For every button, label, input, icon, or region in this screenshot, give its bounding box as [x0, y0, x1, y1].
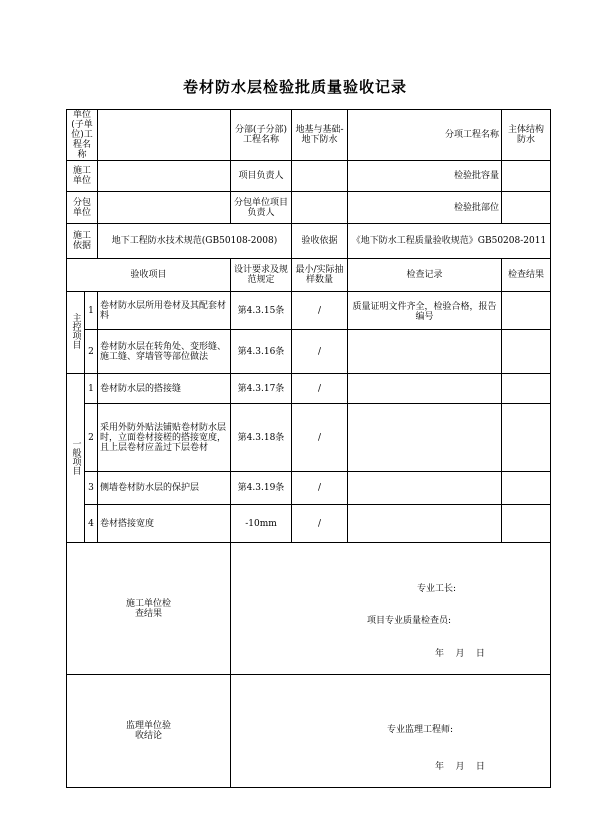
item-name: 采用外防外贴法铺贴卷材防水层时，立面卷材接槎的搭接宽度，且上层卷材应盖过下层卷材: [98, 404, 231, 472]
subcontractor-manager-label: 分包单位项目负责人: [231, 192, 292, 224]
batch-location-label: 检验批部位: [348, 192, 502, 224]
item-spec: 第4.3.17条: [231, 374, 292, 404]
supervision-date: 年 月 日: [435, 762, 485, 772]
item-no: 1: [85, 374, 98, 404]
item-result[interactable]: [502, 330, 551, 374]
item-sample[interactable]: /: [292, 374, 348, 404]
item-sample[interactable]: /: [292, 472, 348, 505]
construction-check-label-cell: [67, 543, 231, 675]
qc-label: 项目专业质量检查员:: [367, 616, 452, 626]
item-sample[interactable]: /: [292, 404, 348, 472]
supervision-label-cell: [67, 675, 231, 788]
basis-label: 施工依据: [67, 224, 98, 259]
subcontractor-value[interactable]: [98, 192, 231, 224]
supervision-label: 监理单位验收结论: [125, 721, 171, 741]
foreman-label: 专业工长:: [417, 584, 457, 594]
col-design-header: 设计要求及规范规定: [231, 259, 292, 292]
construction-unit-value[interactable]: [98, 161, 231, 192]
basis-value: 地下工程防水技术规范(GB50108-2008): [98, 224, 292, 259]
table-row: [67, 374, 551, 404]
subitem-value[interactable]: 主体结构防水: [502, 110, 551, 161]
table-row: [67, 330, 551, 374]
item-sample[interactable]: /: [292, 505, 348, 543]
supervision-signature-cell[interactable]: [231, 675, 551, 788]
inspection-record-table: [66, 109, 551, 788]
batch-location-value[interactable]: [502, 192, 551, 224]
supervision-row: [67, 675, 551, 788]
item-record[interactable]: [348, 472, 502, 505]
table-row: [67, 505, 551, 543]
item-name: 卷材防水层的搭接缝: [98, 374, 231, 404]
item-sample[interactable]: /: [292, 292, 348, 330]
construction-check-row: [67, 543, 551, 675]
item-no: 3: [85, 472, 98, 505]
item-spec: 第4.3.18条: [231, 404, 292, 472]
batch-capacity-label: 检验批容量: [348, 161, 502, 192]
item-no: 4: [85, 505, 98, 543]
table-row: [67, 404, 551, 472]
item-no: 2: [85, 404, 98, 472]
construction-check-label: 施工单位检查结果: [125, 598, 171, 619]
item-name: 卷材防水层所用卷材及其配套材料: [98, 292, 231, 330]
item-result[interactable]: [502, 374, 551, 404]
col-item-header: 验收项目: [67, 259, 231, 292]
supervising-engineer-label: 专业监理工程师:: [387, 725, 454, 735]
item-name: 卷材防水层在转角处、变形缝、施工缝、穿墙管等部位做法: [98, 330, 231, 374]
subcontractor-label: 分包单位: [67, 192, 98, 224]
item-record[interactable]: [348, 374, 502, 404]
item-result[interactable]: [502, 404, 551, 472]
acceptance-basis-label: 验收依据: [292, 224, 348, 259]
table-row: [67, 472, 551, 505]
item-spec: 第4.3.15条: [231, 292, 292, 330]
construction-date: 年 月 日: [435, 649, 485, 659]
unit-label: 单位(子单位)工程名称: [67, 110, 98, 161]
item-spec: -10mm: [231, 505, 292, 543]
division-value[interactable]: 地基与基础-地下防水: [292, 110, 348, 161]
col-sampling-header: 最小/实际抽样数量: [292, 259, 348, 292]
project-manager-value[interactable]: [292, 161, 348, 192]
division-label: 分部(子分部)工程名称: [231, 110, 292, 161]
item-no: 1: [85, 292, 98, 330]
item-result[interactable]: [502, 292, 551, 330]
acceptance-basis-value: 《地下防水工程质量验收规范》GB50208-2011: [348, 224, 551, 259]
item-no: 2: [85, 330, 98, 374]
page-title: 卷材防水层检验批质量验收记录: [182, 78, 407, 96]
item-result[interactable]: [502, 505, 551, 543]
item-record[interactable]: [348, 330, 502, 374]
subcontractor-manager-value[interactable]: [292, 192, 348, 224]
item-record[interactable]: 质量证明文件齐全，检验合格，报告编号: [348, 292, 502, 330]
item-spec: 第4.3.19条: [231, 472, 292, 505]
item-sample[interactable]: /: [292, 330, 348, 374]
col-record-header: 检查记录: [348, 259, 502, 292]
construction-unit-label: 施工单位: [67, 161, 98, 192]
table-row: [67, 292, 551, 330]
item-result[interactable]: [502, 472, 551, 505]
general-group-label: 一般项目: [67, 374, 85, 543]
item-record[interactable]: [348, 404, 502, 472]
subitem-label: 分项工程名称: [348, 110, 502, 161]
item-record[interactable]: [348, 505, 502, 543]
col-result-header: 检查结果: [502, 259, 551, 292]
main-group-label: 主控项目: [67, 292, 85, 374]
unit-value[interactable]: [98, 110, 231, 161]
item-name: 侧墙卷材防水层的保护层: [98, 472, 231, 505]
item-name: 卷材搭接宽度: [98, 505, 231, 543]
construction-check-signature-cell[interactable]: [231, 543, 551, 675]
batch-capacity-value[interactable]: [502, 161, 551, 192]
project-manager-label: 项目负责人: [231, 161, 292, 192]
item-spec: 第4.3.16条: [231, 330, 292, 374]
